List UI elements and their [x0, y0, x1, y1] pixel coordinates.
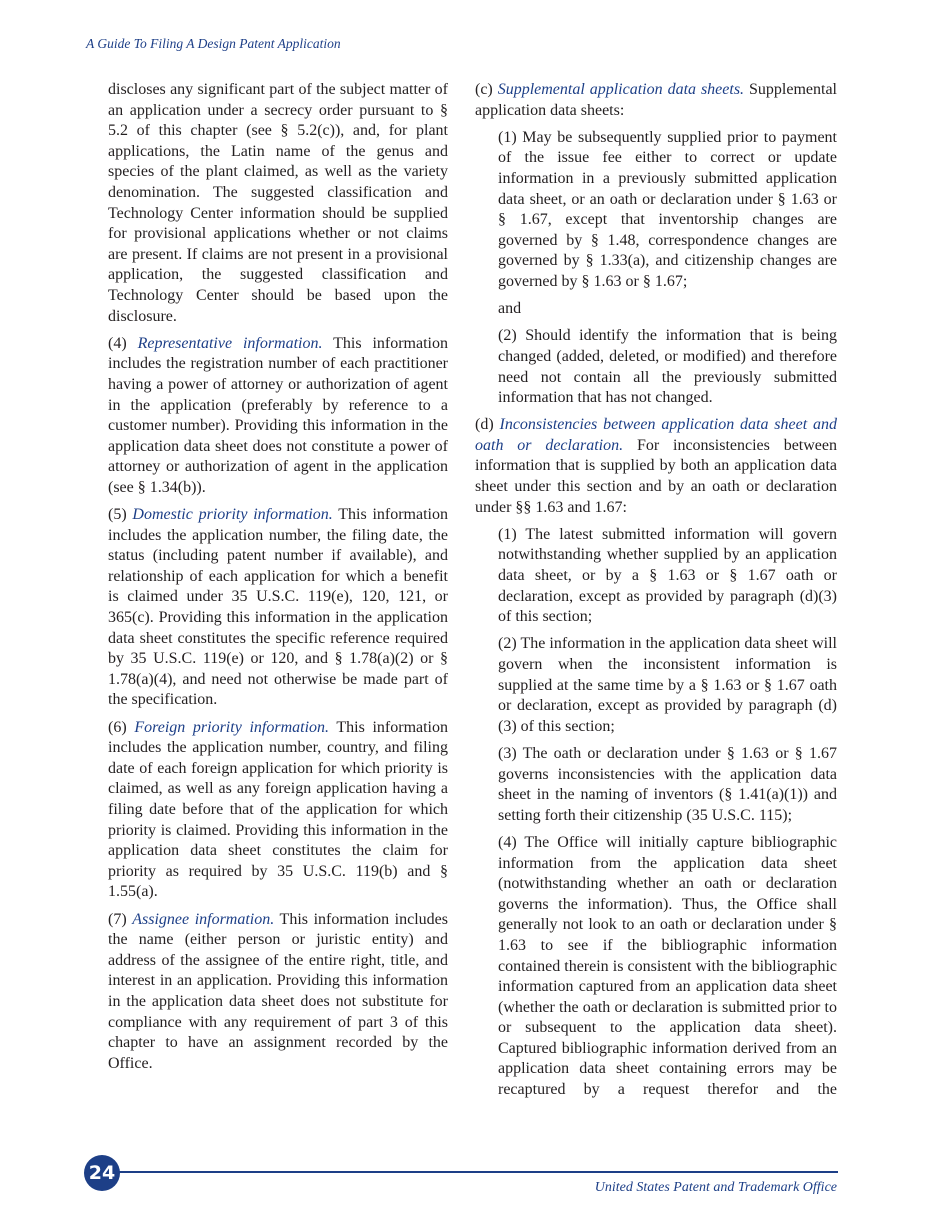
- page-number-badge: 24: [84, 1155, 120, 1191]
- paragraph-heading: Domestic priority information.: [132, 506, 333, 524]
- right-column: [475, 80, 837, 1107]
- subparagraph-c2: (2) Should identify the information that is being changed (added, deleted, or modified) and therefore need not contain all the previously submitted information that has not changed.: [498, 327, 837, 407]
- paragraph-number: (7): [108, 910, 133, 928]
- paragraph-foreign-priority: [108, 718, 448, 903]
- subparagraph-d3: (3) The oath or declaration under § 1.63 or § 1.67 governs inconsistencies with the application data sheet in the naming of inventors (§ 1.41(a)(1)) and setting forth their citizenship (35 U.S.C. 115);: [498, 744, 837, 824]
- paragraph-body: Supplemental application data sheets:: [475, 81, 837, 119]
- subparagraph-c1: (1) May be subsequently supplied prior to payment of the issue fee either to correct or update information in a previously submitted application data sheet, or an oath or declaration under § 1.63 or § 1.67, except that inventorship changes are governed by § 1.48, correspondence changes are governed by § 1.33(a), and citizenship changes are governed by § 1.63 or § 1.67;: [498, 128, 837, 290]
- paragraph-number: (c): [475, 81, 498, 98]
- paragraph-body: This information includes the registration number of each practitioner having a power of attorney or authorization of agent in the application (preferably by reference to a customer number). Providing this information in the application data sheet does not constitute a power of attorney or authorization of agent in the application (see § 1.34(b)).: [108, 334, 448, 496]
- paragraph-supplemental-sheets: [475, 80, 837, 121]
- paragraph-heading: Inconsistencies between application data sheet and oath or declaration.: [475, 416, 837, 454]
- subparagraph-d2: (2) The information in the application data sheet will govern when the inconsistent information is supplied at the same time by a § 1.63 or § 1.67 oath or declaration, except as provided by paragraph (d)(3) of this section;: [498, 635, 837, 735]
- paragraph-continuation: discloses any significant part of the subject matter of an application under a secrecy order pursuant to § 5.2 of this chapter (see § 5.2(c)), and, for plant applications, the Latin name of the genus and species of the plant claimed, as well as the variety denomination. The suggested classification and Technology Center information should be supplied for provisional applications whether or not claims are present. If claims are not present in a provisional application, the suggested classification and Technology Center should be based upon the disclosure.: [108, 81, 448, 325]
- running-header: A Guide To Filing A Design Patent Application: [86, 36, 341, 51]
- footer-office-name: United States Patent and Trademark Office: [594, 1180, 837, 1195]
- paragraph-body: This information includes the name (either person or juristic entity) and address of the assignee of the entire right, title, and interest in an application. Providing this information in the application data sheet does not substitute for compliance with any requirement of part 3 of this chapter to have an assignment recorded by the Office.: [108, 910, 448, 1072]
- subparagraph-and: and: [498, 300, 522, 318]
- subparagraph-d4: (4) The Office will initially capture bibliographic information from the application data sheet (notwithstanding whether an oath or declaration governs the information). Thus, the Office shall generally not look to an oath or declaration under § 1.63 to see if the bibliographic information contained therein is consistent with the bibliographic information captured from an application data sheet (whether the oath or declaration is submitted prior to or subsequent to the application data sheet). Captured bibliographic information derived from an application data sheet containing errors may be recaptured by a request therefor and the: [498, 833, 837, 1099]
- paragraph-heading: Assignee information.: [132, 910, 275, 928]
- paragraph-body: This information includes the application number, country, and filing date of each foreign application for which priority is claimed, as well as any foreign application having a filing date before that of the application for which priority is claimed. Providing this information in the application data sheet constitutes the claim for priority as required by 35 U.S.C. 119(b) and § 1.55(a).: [108, 718, 449, 901]
- paragraph-heading: Foreign priority information.: [134, 718, 330, 736]
- paragraph-number: (6): [108, 718, 135, 736]
- paragraph-inconsistencies: [475, 415, 837, 518]
- paragraph-body: For inconsistencies between information that is supplied by both an application data sheet under this section and by an oath or declaration under §§ 1.63 and 1.67:: [475, 436, 838, 516]
- paragraph-heading: Representative information.: [137, 334, 323, 352]
- paragraph-assignee-information: [108, 910, 448, 1075]
- subparagraph-d1: (1) The latest submitted information will govern notwithstanding whether supplied by an application data sheet, or by a § 1.63 or § 1.67 oath or declaration, except as provided by paragraph (d)(3) of this section;: [498, 525, 837, 626]
- footer-divider: [105, 1171, 838, 1173]
- left-column: [108, 80, 448, 1081]
- paragraph-number: (4): [108, 334, 138, 352]
- paragraph-heading: Supplemental application data sheets.: [497, 81, 745, 98]
- paragraph-number: (5): [108, 506, 133, 524]
- paragraph-representative-information: [108, 334, 448, 499]
- paragraph-domestic-priority: [108, 505, 448, 711]
- paragraph-number: (d): [475, 416, 500, 434]
- paragraph-body: This information includes the application number, the filing date, the status (including patent number if available), and relationship of each application for which a benefit is claimed under 35 U.S.C. 119(e), 120, 121, or 365(c). Providing this information in the application data sheet constitutes the specific reference required by 35 U.S.C. 119(e) or 120, and § 1.78(a)(2) or § 1.78(a)(4), and need not otherwise be made part of the specification.: [108, 506, 448, 709]
